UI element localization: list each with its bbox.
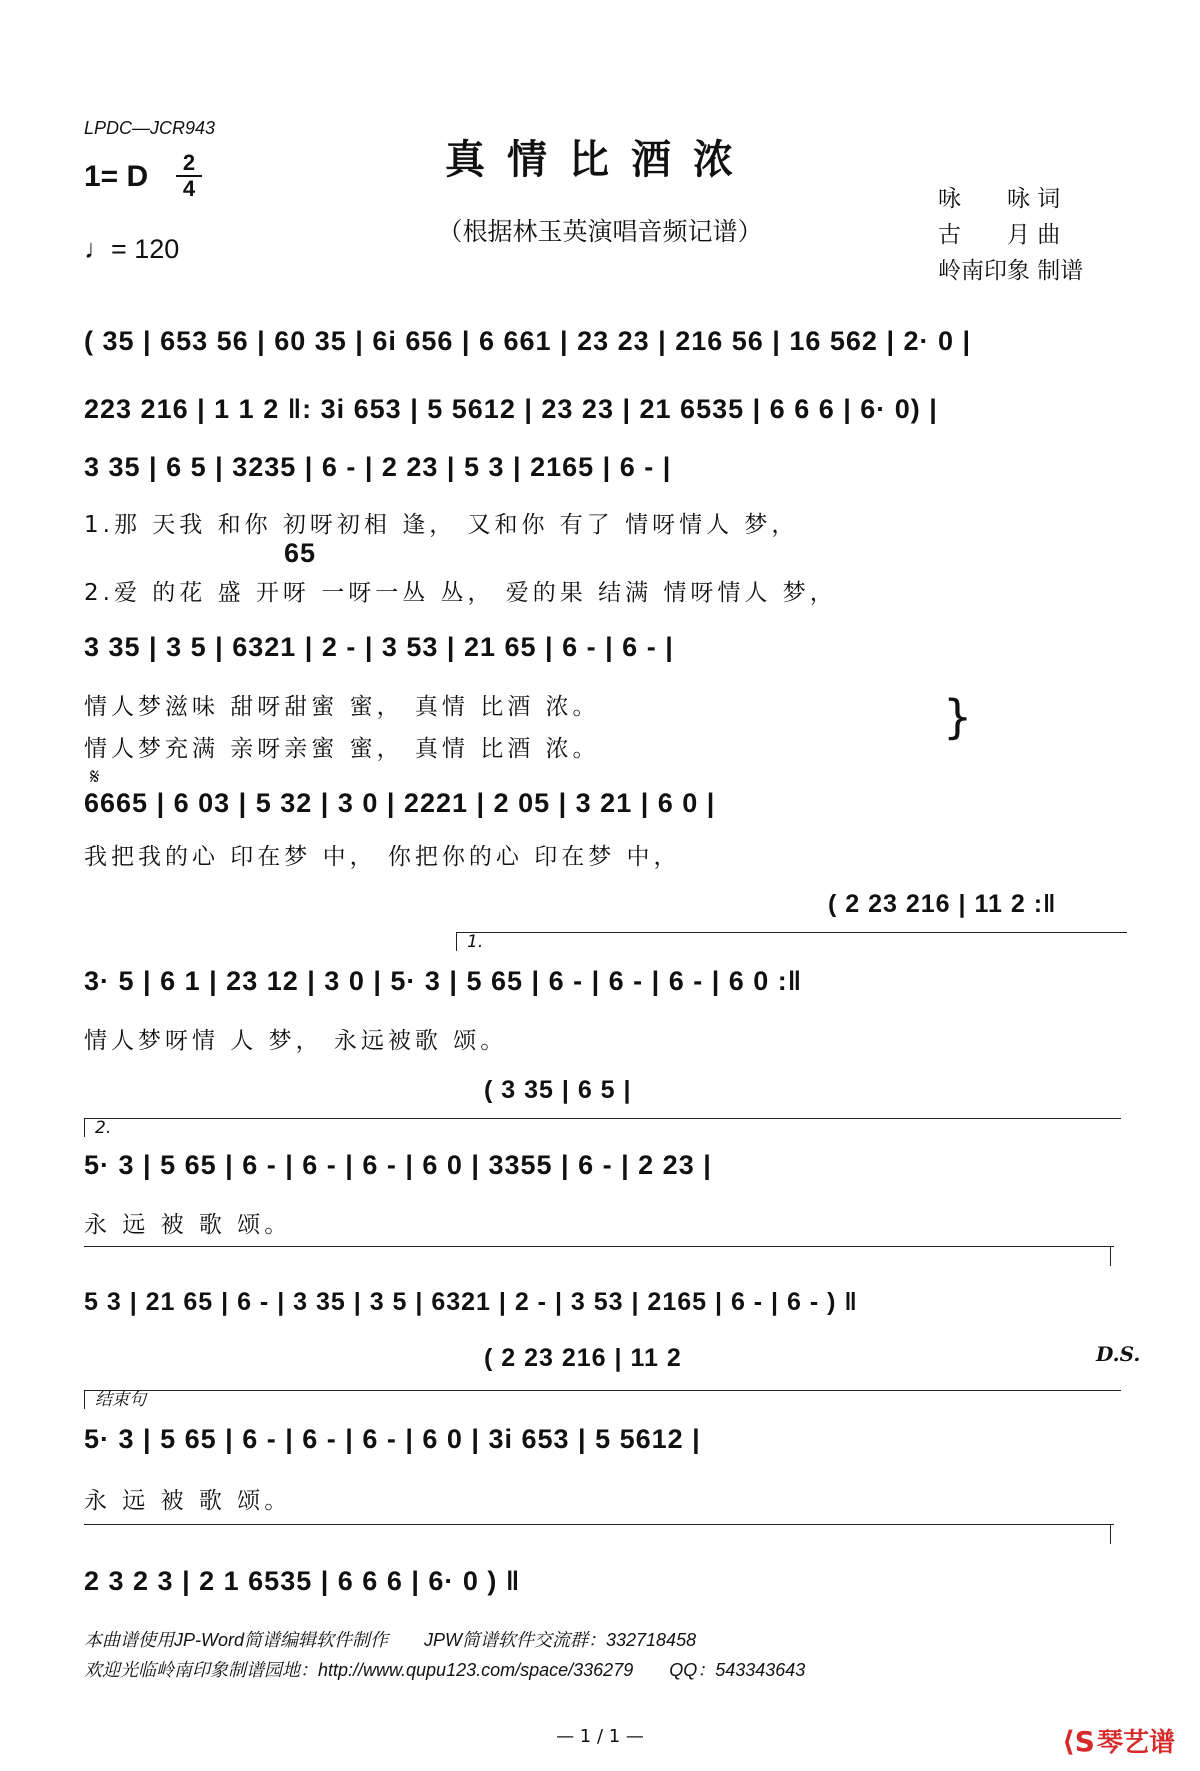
verse-brace: }: [943, 690, 973, 744]
page-number: — 1 / 1 —: [556, 1726, 644, 1747]
logo-text: 琴艺谱: [1096, 1728, 1175, 1758]
music-row-8: 5 3 | 21 65 | 6 - | 3 35 | 3 5 | 6321 | 2 - | 3 53 | 2165 | 6 - | 6 - ) ‖: [84, 1288, 858, 1316]
lyric-line-3b: 情人梦充满 亲呀亲蜜 蜜， 真情 比酒 浓。: [84, 736, 600, 762]
alternate-notes: 65: [284, 538, 317, 568]
time-bottom: 4: [182, 176, 196, 201]
lyric-verse-1: 1.那 天我 和你 初呀初相 逢， 又和你 有了 情呀情人 梦，: [84, 512, 799, 538]
ending-phrase-bracket: [84, 1390, 1121, 1409]
music-row-7: 5· 3 | 5 65 | 6 - | 6 - | 6 - | 6 0 | 3355 | 6 - | 2 23 |: [84, 1150, 712, 1180]
music-row-2: 223 216 | 1 1 2 ‖: 3i 653 | 5 5612 | 23 23 | 21 6535 | 6 6 6 | 6· 0) |: [84, 394, 938, 424]
music-row-5: 6665 | 6 03 | 5 32 | 3 0 | 2221 | 2 05 | 3 21 | 6 0 |: [84, 788, 716, 818]
time-top: 2: [182, 150, 196, 175]
bracket-row-c: ( 2 23 216 | 11 2: [484, 1344, 682, 1372]
volta-1: [456, 932, 1127, 951]
bracket-row-a: ( 2 23 216 | 11 2 :‖: [828, 890, 1057, 918]
subtitle: （根据林玉英演唱音频记谱）: [437, 217, 763, 246]
score-code: LPDC—JCR943: [84, 118, 216, 138]
footer-line-2: 欢迎光临岭南印象制谱园地：http://www.qupu123.com/space/336279 QQ：543343643: [84, 1660, 806, 1680]
lyric-line-6: 永 远 被 歌 颂。: [84, 1212, 292, 1238]
lyric-line-4: 我把我的心 印在梦 中， 你把你的心 印在梦 中，: [84, 844, 681, 870]
music-row-3: 3 35 | 6 5 | 3235 | 6 - | 2 23 | 5 3 | 2165 | 6 - |: [84, 452, 672, 482]
logo-icon: ⟨S: [1062, 1725, 1095, 1758]
volta-2-label: 2.: [95, 1118, 112, 1138]
lyricist-credit: 咏 咏 词: [938, 186, 1061, 212]
page-title: 真情比酒浓: [445, 136, 755, 183]
music-row-4: 3 35 | 3 5 | 6321 | 2 - | 3 53 | 21 65 | 6 - | 6 - |: [84, 632, 674, 662]
composer-credit: 古 月 曲: [938, 222, 1061, 248]
dal-segno-mark: D.S.: [1096, 1342, 1141, 1366]
bracket-row-b: ( 3 35 | 6 5 |: [484, 1076, 632, 1104]
segno-sign: 𝄋: [90, 765, 100, 790]
music-row-9: 5· 3 | 5 65 | 6 - | 6 - | 6 - | 6 0 | 3i 653 | 5 5612 |: [84, 1424, 701, 1454]
ending-phrase-label: 结束句: [95, 1390, 146, 1410]
volta-2: [84, 1118, 1121, 1137]
lyric-line-5: 情人梦呀情 人 梦， 永远被歌 颂。: [84, 1028, 508, 1054]
qinyipu-logo: [1062, 1722, 1175, 1759]
arranger-credit: 岭南印象 制谱: [938, 258, 1084, 284]
tempo-marking: ♩= 120: [84, 234, 180, 264]
footer-line-1: 本曲谱使用JP-Word简谱编辑软件制作 JPW简谱软件交流群：332718458: [84, 1630, 697, 1650]
key-signature: 1= D: [84, 160, 149, 193]
lyric-verse-2: 2.爱 的花 盛 开呀 一呀一丛 丛， 爱的果 结满 情呀情人 梦，: [84, 580, 837, 606]
music-row-10: 2 3 2 3 | 2 1 6535 | 6 6 6 | 6· 0 ) ‖: [84, 1566, 521, 1596]
music-row-1: ( 35 | 653 56 | 60 35 | 6i 656 | 6 661 | 23 23 | 216 56 | 16 562 | 2· 0 |: [84, 326, 972, 356]
lyric-line-3a: 情人梦滋味 甜呀甜蜜 蜜， 真情 比酒 浓。: [84, 694, 600, 720]
lyric-line-7: 永 远 被 歌 颂。: [84, 1488, 292, 1514]
volta-1-label: 1.: [467, 932, 484, 952]
music-row-6: 3· 5 | 6 1 | 23 12 | 3 0 | 5· 3 | 5 65 | 6 - | 6 - | 6 - | 6 0 :‖: [84, 966, 803, 996]
